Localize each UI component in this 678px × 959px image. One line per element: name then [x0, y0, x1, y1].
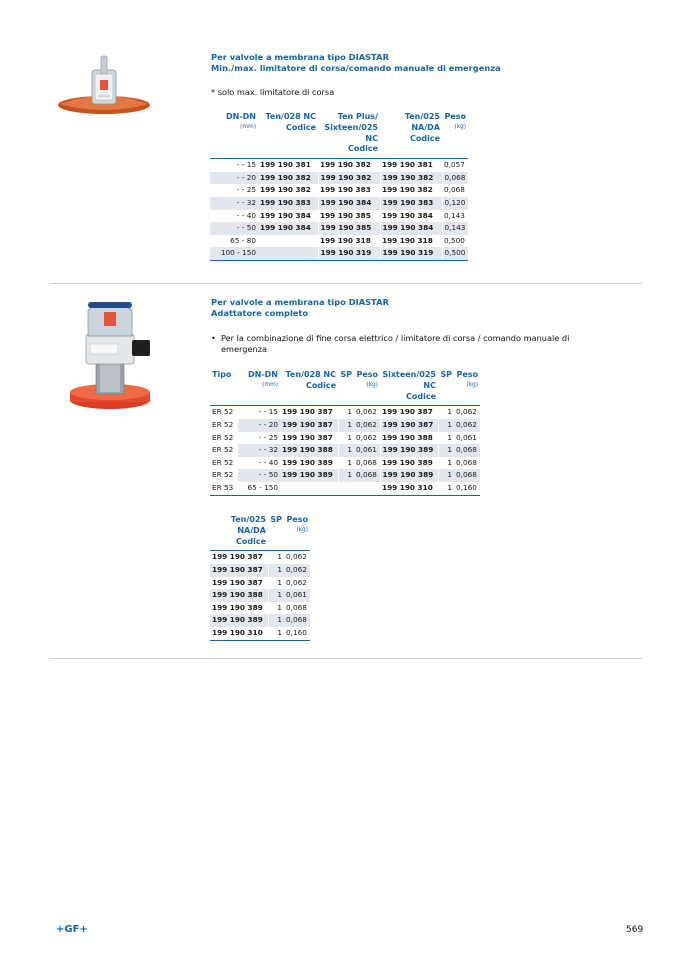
- cell-peso: 0,500: [444, 235, 465, 245]
- cell-code: 199 190 382: [318, 159, 380, 172]
- table-row: [210, 457, 480, 470]
- col-ten028: Ten/028 NC Codice: [285, 370, 336, 390]
- table-row: [210, 627, 310, 640]
- cell-dn: 65 - 80: [230, 235, 256, 245]
- cell-code: 199 190 381: [380, 159, 442, 172]
- table-row: [210, 469, 480, 482]
- cell-code: 199 190 383: [380, 197, 442, 210]
- cell-sp: 1: [268, 564, 284, 577]
- cell-code: 199 190 382: [380, 172, 442, 185]
- cell-sp: 1: [347, 432, 352, 442]
- section2-table2: [210, 515, 310, 641]
- cell-dn: 100 - 150: [210, 247, 258, 260]
- cell-code: 199 190 388: [382, 432, 433, 442]
- cell-code: [280, 482, 338, 495]
- cell-code: 199 190 389: [280, 469, 338, 482]
- page-number: 569: [626, 925, 644, 935]
- cell-dn: - - 40: [258, 457, 278, 467]
- section2-bullet: [211, 333, 631, 355]
- col-ten025: Ten/025 NA/DA Codice: [404, 112, 440, 143]
- bullet-dot-icon: •: [211, 333, 216, 343]
- table-row: [210, 444, 480, 457]
- cell-code: 199 190 384: [380, 222, 442, 235]
- cell-sp: 1: [268, 589, 284, 602]
- cell-code: 199 190 384: [382, 210, 433, 220]
- cell-code: 199 190 318: [382, 235, 433, 245]
- table-header-row: [210, 515, 310, 551]
- cell-code: 199 190 387: [280, 406, 338, 419]
- table-row: [210, 184, 468, 197]
- cell-peso: 0,500: [442, 247, 468, 260]
- cell-code: 199 190 318: [320, 235, 371, 245]
- cell-code: 199 190 382: [260, 185, 311, 195]
- cell-tipo: ER 52: [212, 445, 234, 455]
- cell-sp: 1: [438, 482, 454, 495]
- section1-table: [210, 112, 468, 261]
- cell-sp: 1: [338, 419, 354, 432]
- cell-code: 199 190 384: [260, 210, 311, 220]
- cell-peso: 0,057: [442, 159, 468, 172]
- cell-code: 199 190 381: [258, 159, 318, 172]
- table-row: [210, 159, 468, 172]
- table-row: [210, 210, 468, 223]
- cell-peso: 0,068: [454, 444, 480, 457]
- table-row: [210, 589, 310, 602]
- cell-peso: 0,068: [456, 457, 477, 467]
- cell-peso: 0,068: [354, 469, 380, 482]
- cell-dn: - - 20: [210, 172, 258, 185]
- table-row: [210, 406, 480, 419]
- cell-peso: 0,062: [454, 419, 480, 432]
- cell-peso: 0,062: [284, 551, 310, 564]
- col-peso: Peso (kg): [286, 515, 308, 533]
- cell-sp: 1: [438, 444, 454, 457]
- cell-code: [258, 247, 318, 260]
- cell-sp: 1: [268, 614, 284, 627]
- col-ten028: Ten/028 NC Codice: [265, 112, 316, 132]
- section1-title-line2: Min./max. limitatore di corsa/comando manuale di emergenza: [211, 62, 501, 73]
- cell-code: 199 190 384: [318, 197, 380, 210]
- cell-code: 199 190 389: [380, 469, 438, 482]
- cell-code: 199 190 382: [258, 172, 318, 185]
- cell-code: 199 190 387: [380, 406, 438, 419]
- cell-code: 199 190 382: [382, 185, 433, 195]
- cell-peso: [354, 482, 380, 495]
- cell-code: 199 190 387: [210, 564, 268, 577]
- cell-code: 199 190 319: [380, 247, 442, 260]
- table-row: [210, 564, 310, 577]
- cell-dn: - - 32: [210, 197, 258, 210]
- cell-sp: 1: [338, 469, 354, 482]
- cell-peso: 0,068: [454, 469, 480, 482]
- cell-tipo: ER 53: [210, 482, 238, 495]
- cell-code: 199 190 389: [282, 457, 333, 467]
- cell-code: 199 190 383: [258, 197, 318, 210]
- cell-sp: 1: [447, 432, 452, 442]
- cell-code: 199 190 389: [212, 602, 263, 612]
- cell-dn: - - 20: [238, 419, 280, 432]
- cell-peso: 0,062: [286, 577, 307, 587]
- table-row: [210, 602, 310, 615]
- col-dn: DN-DN (mm): [226, 112, 256, 130]
- cell-dn: - - 15: [238, 406, 280, 419]
- bullet-line2: emergenza: [221, 344, 268, 354]
- cell-sp: 1: [268, 551, 284, 564]
- section2-table: [210, 370, 480, 496]
- section1-table-wrapper: [210, 112, 468, 261]
- cell-code: 199 190 319: [318, 247, 380, 260]
- cell-code: 199 190 387: [380, 419, 438, 432]
- product-image-stroke-limiter: [54, 52, 164, 118]
- col-sp: SP: [270, 515, 282, 524]
- cell-peso: 0,062: [284, 564, 310, 577]
- table-row: [210, 614, 310, 627]
- cell-code: 199 190 385: [318, 222, 380, 235]
- col-sp2: SP: [440, 370, 452, 379]
- col-ten025: Ten/025 NA/DA Codice: [230, 515, 266, 546]
- col-peso2: Peso (kg): [456, 370, 478, 388]
- product-image-adapter: [66, 296, 158, 414]
- cell-dn: - - 15: [210, 159, 258, 172]
- col-dn: DN-DN (mm): [248, 370, 278, 388]
- cell-code: 199 190 385: [320, 210, 371, 220]
- cell-dn: 65 - 150: [238, 482, 280, 495]
- cell-code: 199 190 387: [212, 577, 263, 587]
- cell-peso: 0,062: [356, 432, 377, 442]
- cell-tipo: ER 52: [210, 406, 238, 419]
- col-sp: SP: [340, 370, 352, 379]
- cell-sp: [338, 482, 354, 495]
- cell-peso: 0,143: [442, 222, 468, 235]
- cell-code: 199 190 310: [210, 627, 268, 640]
- cell-code: 199 190 387: [280, 419, 338, 432]
- cell-tipo: ER 52: [212, 419, 234, 429]
- section-divider: [50, 658, 642, 659]
- cell-sp: 1: [438, 469, 454, 482]
- section-divider: [50, 283, 642, 284]
- table-row: [210, 222, 468, 235]
- cell-code: 199 190 383: [320, 185, 371, 195]
- col-sixteen: Sixteen/025 NC Codice: [382, 370, 436, 401]
- section2-title-line1: Per valvole a membrana tipo DIASTAR: [211, 297, 389, 307]
- cell-peso: 0,068: [286, 602, 307, 612]
- cell-code: 199 190 384: [258, 222, 318, 235]
- cell-peso: 0,120: [442, 197, 468, 210]
- cell-sp: 1: [268, 627, 284, 640]
- table-row: [210, 235, 468, 248]
- col-peso: Peso (kg): [356, 370, 378, 388]
- cell-sp: 1: [277, 577, 282, 587]
- adapter-illustration: [66, 296, 158, 414]
- cell-code: 199 190 387: [210, 551, 268, 564]
- gf-logo: +GF+: [56, 924, 88, 935]
- table-header-row: [210, 370, 480, 406]
- cell-code: 199 190 389: [210, 614, 268, 627]
- cell-sp: 1: [347, 457, 352, 467]
- table-row: [210, 172, 468, 185]
- cell-code: 199 190 382: [318, 172, 380, 185]
- cell-dn: - - 32: [238, 444, 280, 457]
- cell-sp: 1: [438, 419, 454, 432]
- cell-sp: 1: [447, 457, 452, 467]
- bullet-line1: Per la combinazione di fine corsa elettrico / limitatore di corsa / comando manuale di: [221, 333, 570, 343]
- stroke-limiter-illustration: [54, 52, 164, 118]
- col-tenplus: Ten Plus/ Sixteen/025 NC Codice: [324, 112, 378, 154]
- cell-peso: 0,062: [354, 406, 380, 419]
- table-row: [210, 577, 310, 590]
- cell-code: 199 190 310: [380, 482, 438, 495]
- cell-code: 199 190 387: [282, 432, 333, 442]
- table-header-row: [210, 112, 468, 159]
- section2-title: [211, 297, 389, 318]
- cell-code: 199 190 389: [380, 444, 438, 457]
- cell-tipo: ER 52: [212, 470, 234, 480]
- cell-code: 199 190 388: [210, 589, 268, 602]
- table-row: [210, 482, 480, 495]
- table-row: [210, 551, 310, 564]
- cell-tipo: ER 52: [212, 432, 234, 442]
- table-row: [210, 197, 468, 210]
- cell-peso: 0,160: [454, 482, 480, 495]
- cell-peso: 0,061: [456, 432, 477, 442]
- table-row: [210, 419, 480, 432]
- cell-dn: - - 40: [236, 210, 256, 220]
- cell-dn: - - 50: [210, 222, 258, 235]
- cell-code: [258, 235, 318, 248]
- section1-note: * solo max. limitatore di corsa: [211, 87, 335, 97]
- cell-sp: 1: [338, 406, 354, 419]
- cell-sp: 1: [277, 602, 282, 612]
- cell-peso: 0,160: [284, 627, 310, 640]
- cell-sp: 1: [338, 444, 354, 457]
- section1-title: [211, 52, 501, 73]
- cell-peso: 0,062: [354, 419, 380, 432]
- cell-tipo: ER 52: [212, 457, 234, 467]
- cell-peso: 0,062: [454, 406, 480, 419]
- col-peso: Peso (kg): [444, 112, 466, 130]
- section2-table2-wrapper: [210, 515, 310, 641]
- cell-peso: 0,068: [356, 457, 377, 467]
- cell-dn: - - 25: [236, 185, 256, 195]
- section2-title-line2: Adattatore completo: [211, 307, 309, 318]
- cell-peso: 0,068: [444, 185, 465, 195]
- cell-code: 199 190 389: [382, 457, 433, 467]
- table-row: [210, 247, 468, 260]
- table-row: [210, 432, 480, 445]
- cell-peso: 0,068: [442, 172, 468, 185]
- cell-sp: 1: [438, 406, 454, 419]
- cell-code: 199 190 388: [280, 444, 338, 457]
- cell-peso: 0,061: [284, 589, 310, 602]
- cell-peso: 0,061: [354, 444, 380, 457]
- section1-title-line1: Per valvole a membrana tipo DIASTAR: [211, 52, 389, 62]
- section2-table-wrapper: [210, 370, 480, 496]
- cell-dn: - - 50: [238, 469, 280, 482]
- cell-dn: - - 25: [258, 432, 278, 442]
- cell-peso: 0,143: [444, 210, 465, 220]
- col-tipo: Tipo: [212, 370, 232, 379]
- cell-peso: 0,068: [284, 614, 310, 627]
